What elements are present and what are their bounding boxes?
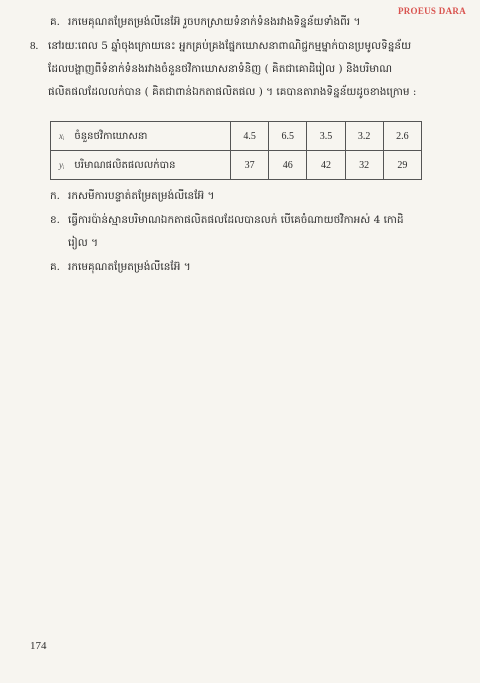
table-cell: 29 [383, 151, 421, 180]
item-text: រកមេគុណតម្រែតម្រង់លីនេអ៊ែ រួចបកស្រាយទំនាក់ទំនងរវាងទិន្នន័យទាំងពីរ ។ [68, 16, 361, 28]
brand-mark: PROEUS DARA [397, 6, 466, 16]
item-marker: គ. [50, 261, 61, 273]
item-text: រកមេគុណតម្រែតម្រង់លីនេអ៊ែ ។ [68, 261, 191, 273]
row-label: yᵢ បរិមាណផលិតផលលក់បាន [51, 151, 231, 180]
question-8-line-3: ផលិតផលដែលលក់បាន ( គិតជាពាន់ឯកតាផលិតផល ) ។ គេបានតារាងទិន្នន័យដូចខាងក្រោម : [48, 86, 417, 98]
table-row [51, 122, 422, 151]
question-number: 8. [30, 40, 39, 52]
page-number: 174 [30, 640, 47, 652]
question-8-line-2: ដែលបង្ហាញពីទំនាក់ទំនងរវាងចំនួនថវិកាឃោសនាទំនិញ ( គិតជាគោដិរៀល ) និងបរិមាណ [48, 63, 393, 75]
data-table [50, 121, 422, 180]
question-8c [50, 260, 191, 274]
table-cell: 46 [269, 151, 307, 180]
item-marker: គ. [50, 16, 61, 28]
table-cell: 37 [231, 151, 269, 180]
table-cell: 2.6 [383, 122, 421, 151]
item-text: ធ្វើការប៉ាន់ស្មានបរិមាណឯកតាផលិតផលដែលបានលក់ បើគេចំណាយថវិកាអស់ 4 កោដិ [68, 214, 404, 226]
question-text: នៅរយៈពេល 5 ឆ្នាំចុងក្រោយនេះ អ្នកគ្រប់គ្រងផ្នែកឃោសនាពាណិជ្ជកម្មម្នាក់បានប្រមូលទិន្នន័យ [48, 40, 412, 52]
item-text: រកសមីការបន្ទាត់តម្រែតម្រង់លីនេអ៊ែ ។ [68, 190, 215, 202]
question-8b-cont: រៀល ។ [68, 237, 99, 249]
question-8b [50, 213, 404, 227]
prev-question-c [50, 15, 360, 29]
row-label: xᵢ ចំនួនថវិកាឃោសនា [51, 122, 231, 151]
table-row [51, 151, 422, 180]
table-cell: 3.5 [307, 122, 345, 151]
item-marker: ក. [50, 190, 61, 202]
table-cell: 6.5 [269, 122, 307, 151]
question-8a [50, 189, 214, 203]
item-marker: ខ. [50, 214, 61, 226]
table-cell: 3.2 [345, 122, 383, 151]
table-cell: 4.5 [231, 122, 269, 151]
question-8-line-1 [30, 39, 411, 53]
table-cell: 42 [307, 151, 345, 180]
table-cell: 32 [345, 151, 383, 180]
